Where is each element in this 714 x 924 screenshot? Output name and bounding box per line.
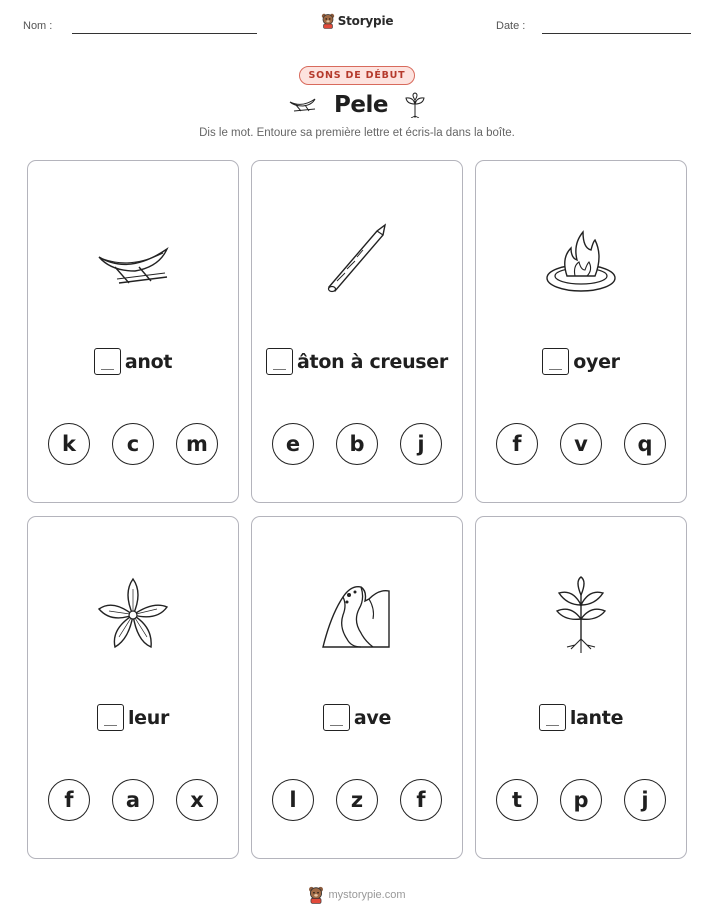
letter-choice[interactable]: b xyxy=(336,423,378,465)
footer xyxy=(0,886,714,904)
answer-box[interactable] xyxy=(539,704,566,731)
word-ending: âton à creuser xyxy=(297,350,448,373)
letter-choice[interactable]: f xyxy=(48,779,90,821)
name-label: Nom : xyxy=(23,20,53,32)
letter-choice[interactable]: t xyxy=(496,779,538,821)
lava-volcano-icon xyxy=(317,575,397,655)
date-field-line[interactable] xyxy=(542,33,691,34)
word-ending: anot xyxy=(124,350,173,373)
fire-pit-icon xyxy=(541,222,621,296)
letter-choice[interactable]: j xyxy=(400,423,442,465)
letter-choice[interactable]: f xyxy=(496,423,538,465)
word-ending: lante xyxy=(569,706,624,729)
bear-mascot-icon xyxy=(321,13,335,29)
word-card xyxy=(475,160,687,503)
letter-choice[interactable]: j xyxy=(624,779,666,821)
letter-choice[interactable]: v xyxy=(560,423,602,465)
word-card xyxy=(27,160,239,503)
letter-choice[interactable]: f xyxy=(400,779,442,821)
word-ending: leur xyxy=(127,706,170,729)
canoe-icon xyxy=(93,229,173,289)
letter-choice[interactable]: x xyxy=(176,779,218,821)
page-title: Pele xyxy=(334,92,388,118)
category-badge: SONS DE DÉBUT xyxy=(299,66,416,85)
word-card xyxy=(27,516,239,859)
digging-stick-icon xyxy=(317,219,397,299)
letter-choice[interactable]: a xyxy=(112,779,154,821)
date-label: Date : xyxy=(496,20,526,32)
letter-choice[interactable]: l xyxy=(272,779,314,821)
letter-choice[interactable]: e xyxy=(272,423,314,465)
word-ending: ave xyxy=(353,706,392,729)
plant-icon-small xyxy=(404,92,426,118)
word-card xyxy=(475,516,687,859)
footer-url: mystorypie.com xyxy=(328,889,406,901)
letter-choice[interactable]: p xyxy=(560,779,602,821)
brand-logo xyxy=(0,13,714,29)
plant-seedling-icon xyxy=(541,575,621,655)
name-field-line[interactable] xyxy=(72,33,257,34)
instructions: Dis le mot. Entoure sa première lettre et écris-la dans la boîte. xyxy=(199,127,515,139)
word-card xyxy=(251,516,463,859)
word-ending: oyer xyxy=(573,350,620,373)
answer-box[interactable] xyxy=(266,348,293,375)
brand-name: Storypie xyxy=(337,14,394,28)
answer-box[interactable] xyxy=(542,348,569,375)
answer-box[interactable] xyxy=(97,704,124,731)
answer-box[interactable] xyxy=(323,704,350,731)
flower-icon xyxy=(93,575,173,655)
letter-choice[interactable]: q xyxy=(624,423,666,465)
letter-choice[interactable]: m xyxy=(176,423,218,465)
answer-box[interactable] xyxy=(94,348,121,375)
word-card xyxy=(251,160,463,503)
letter-choice[interactable]: z xyxy=(336,779,378,821)
bear-mascot-icon xyxy=(308,886,324,904)
letter-choice[interactable]: c xyxy=(112,423,154,465)
letter-choice[interactable]: k xyxy=(48,423,90,465)
canoe-icon-small xyxy=(288,96,318,114)
